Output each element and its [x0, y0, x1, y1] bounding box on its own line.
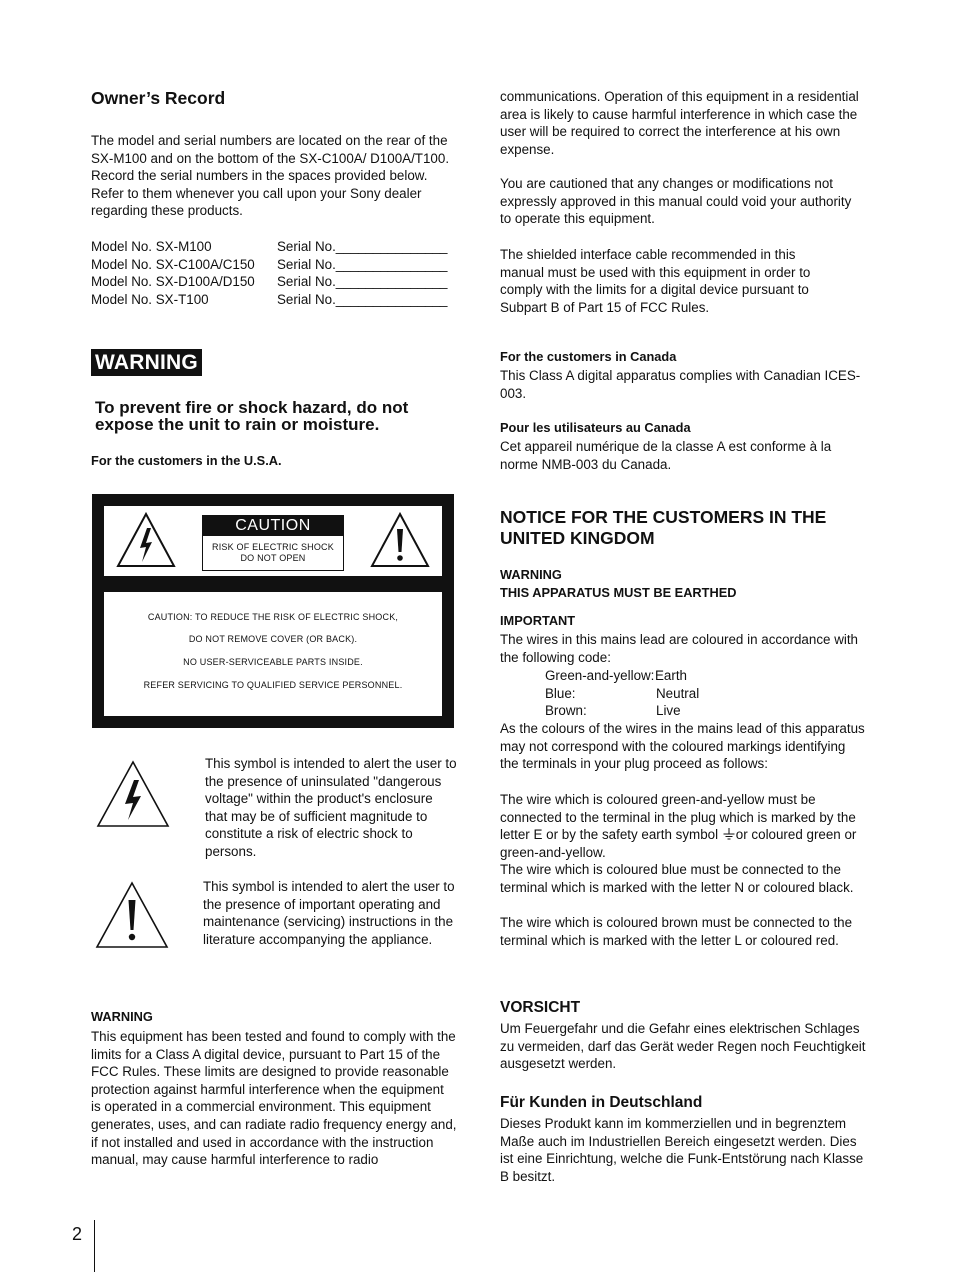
model-serial-table [91, 238, 448, 308]
fcc-changes-text: You are cautioned that any changes or modifications not expressly approved in this manual could void your authority to operate this equipment. [500, 176, 852, 227]
model-row [91, 273, 448, 291]
uk-para-4: The wire which is coloured brown must be connected to the terminal which is marked with the letter L or coloured red. [500, 915, 853, 948]
canada-fr-text: Cet appareil numérique de la classe A est conforme à la norme NMB-003 du Canada. [500, 439, 832, 472]
caution-rule-line: REFER SERVICING TO QUALIFIED SERVICE PERSONNEL. [143, 680, 403, 690]
uk-para-2-b: or coloured green or green-and-yellow. [500, 827, 857, 860]
model-row [91, 256, 448, 274]
voltage-symbol-text: This symbol is intended to alert the user to the presence of uninsulated "dangerous voltage" within the product's enclosure that may be of sufficient magnitude to constitute a risk of electric shock to persons. [205, 756, 457, 859]
caution-top-panel [104, 506, 442, 576]
wire-meaning: Live [656, 703, 681, 719]
fcc-warning-heading: WARNING [91, 1009, 153, 1024]
wire-row [545, 667, 699, 685]
owners-record-intro: The model and serial numbers are located on the rear of the SX-M100 and on the bottom of the SX-C100A/ D100A/T100. Record the serial numbers in the spaces provided below. Refer to them whenever you call upon your Sony dealer regarding these products. [91, 133, 450, 219]
uk-earthed-label: THIS APPARATUS MUST BE EARTHED [500, 585, 737, 600]
usa-customers-label: For the customers in the U.S.A. [91, 453, 282, 468]
caution-sub-line: RISK OF ELECTRIC SHOCK [212, 542, 334, 552]
lightning-triangle-icon [96, 760, 170, 828]
warning-badge: WARNING [91, 349, 202, 376]
page-number: 2 [72, 1224, 83, 1244]
serial-cell: Serial No._______________ [277, 239, 448, 254]
fcc-shielded-cable-text: The shielded interface cable recommended in this manual must be used with this equipment in order to comply with the limits for a digital device pursuant to Subpart B of Part 15 of FCC Rules. [500, 247, 811, 315]
page-margin-rule [94, 1220, 95, 1272]
wire-row [545, 685, 699, 703]
wire-meaning: Neutral [656, 685, 700, 701]
canada-text: This Class A digital apparatus complies with Canadian ICES-003. [500, 368, 861, 401]
hazard-line: expose the unit to rain or moisture. [95, 415, 380, 434]
uk-para-3: The wire which is coloured blue must be connected to the terminal which is marked with the letter N or coloured black. [500, 862, 854, 895]
vorsicht-heading: VORSICHT [500, 999, 581, 1016]
caution-rule-line: CAUTION: TO REDUCE THE RISK OF ELECTRIC SHOCK, [147, 612, 399, 622]
wire-color: Brown: [545, 703, 587, 719]
exclamation-triangle-icon [370, 512, 430, 568]
deutschland-heading: Für Kunden in Deutschland [500, 1094, 703, 1111]
wire-row [545, 702, 699, 720]
fcc-warning-text: This equipment has been tested and found to comply with the limits for a Class A digital device, pursuant to Part 15 of the FCC Rules. These limits are designed to provide reasonable protection against harmful interference when the equipment is operated in a commercial environment. This equipment generates, uses, and can radiate radio frequency energy and, if not installed and used in accordance with the instruction manual, may cause harmful interference to radio [91, 1029, 457, 1168]
canada-fr-heading: Pour les utilisateurs au Canada [500, 420, 691, 435]
wire-color-list [545, 667, 699, 720]
caution-title: CAUTION [203, 516, 343, 536]
uk-important-label: IMPORTANT [500, 613, 576, 628]
uk-notice-heading: NOTICE FOR THE CUSTOMERS IN THE UNITED KINGDOM [500, 507, 827, 548]
wire-meaning: Earth [655, 668, 688, 683]
uk-para-2 [500, 791, 866, 861]
caution-rule-line: DO NOT REMOVE COVER (OR BACK). [188, 634, 358, 644]
caution-sub-line: DO NOT OPEN [240, 553, 306, 563]
model-row [91, 291, 448, 309]
hazard-warning [95, 399, 465, 433]
deutschland-text: Dieses Produkt kann im kommerziellen und in begrenztem Maße auch im Industriellen Bereich eingesetzt werden. Dies ist eine Einrichtung, welche die Funk-Entstörung nach Klasse B besitzt. [500, 1116, 864, 1184]
canada-heading: For the customers in Canada [500, 349, 677, 364]
earth-symbol-icon [723, 828, 735, 840]
uk-wires-intro: The wires in this mains lead are coloured in accordance with the following code: [500, 632, 859, 665]
serial-cell: Serial No._______________ [277, 291, 448, 307]
exclamation-triangle-icon [95, 881, 169, 949]
uk-para-2-a: The wire which is coloured green-and-yellow must be connected to the terminal in the plug which is marked by the letter E or by the safety earth symbol [500, 792, 856, 843]
model-cell: Model No. SX-T100 [91, 291, 209, 307]
wire-color: Blue: [545, 685, 576, 701]
caution-box [202, 515, 344, 571]
serial-cell: Serial No._______________ [277, 256, 448, 272]
uk-warning-label: WARNING [500, 567, 562, 582]
vorsicht-text: Um Feuergefahr und die Gefahr eines elektrischen Schlages zu vermeiden, darf das Gerät weder Regen noch Feuchtigkeit ausgesetzt werden. [500, 1021, 866, 1072]
caution-bottom-panel [104, 592, 442, 716]
instructions-symbol-text: This symbol is intended to alert the user to the presence of important operating and maintenance (servicing) instructions in the literature accompanying the appliance. [203, 879, 455, 947]
lightning-triangle-icon [116, 512, 176, 568]
model-row [91, 238, 448, 256]
model-cell: Model No. SX-C100A/C150 [91, 256, 255, 272]
caution-rule-line: NO USER-SERVICEABLE PARTS INSIDE. [183, 657, 363, 667]
caution-label [92, 494, 454, 728]
serial-cell: Serial No._______________ [277, 274, 448, 290]
model-cell: Model No. SX-D100A/D150 [91, 274, 255, 290]
wire-color: Green-and-yellow: [545, 668, 655, 683]
uk-para-1: As the colours of the wires in the mains lead of this apparatus may not correspond with the coloured markings identifying the terminals in your plug proceed as follows: [500, 721, 865, 772]
hazard-line: To prevent fire or shock hazard, do not [95, 398, 409, 417]
owners-record-title: Owner’s Record [91, 88, 226, 108]
fcc-continued-text: communications. Operation of this equipment in a residential area is likely to cause harmful interference in which case the user will be required to correct the interference at his own expense. [500, 89, 859, 157]
model-cell: Model No. SX-M100 [91, 239, 212, 254]
